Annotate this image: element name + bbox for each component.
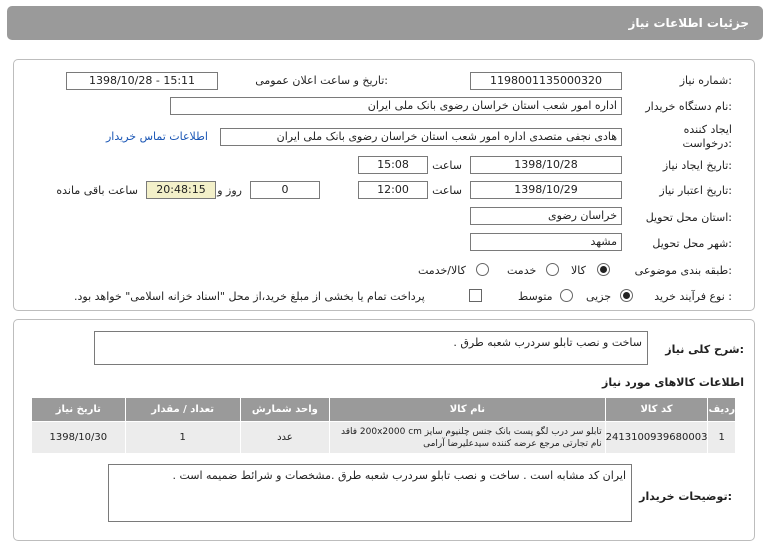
page-title: جزئیات اطلاعات نیاز xyxy=(628,16,749,30)
process-option-medium: متوسط xyxy=(518,290,553,303)
payment-checkbox[interactable] xyxy=(469,289,482,302)
summary-field: ساخت و نصب تابلو سردرب شعبه طرق . xyxy=(94,331,648,365)
category-option-service: خدمت xyxy=(507,264,537,277)
col-unit: واحد شمارش xyxy=(240,398,329,422)
cell-row: 1 xyxy=(708,422,736,454)
table-row xyxy=(32,422,736,454)
buyer-field: اداره امور شعب استان خراسان رضوی بانک ملی ایران xyxy=(170,97,622,115)
need-details-panel xyxy=(13,59,755,311)
created-time-label: ساعت xyxy=(432,159,462,172)
validity-date-field: 1398/10/29 xyxy=(470,181,622,199)
time-remaining-field: 20:48:15 xyxy=(146,181,216,199)
category-radio-goods-service[interactable] xyxy=(476,263,489,276)
summary-label: شرح کلی نیاز: xyxy=(665,343,744,356)
cell-date: 1398/10/30 xyxy=(32,422,126,454)
items-panel xyxy=(13,319,755,541)
process-label: نوع فرآیند خرید : xyxy=(654,290,732,303)
process-option-minor: جزیی xyxy=(586,290,612,303)
col-qty: تعداد / مقدار xyxy=(125,398,240,422)
cell-unit: عدد xyxy=(240,422,329,454)
items-table-header xyxy=(32,398,736,422)
items-table xyxy=(31,397,736,454)
validity-time-field: 12:00 xyxy=(358,181,428,199)
created-date-label: تاریخ ایجاد نیاز: xyxy=(662,159,732,172)
col-row: ردیف xyxy=(708,398,736,422)
city-field: مشهد xyxy=(470,233,622,251)
days-label: روز و xyxy=(217,184,242,197)
cell-code: 2413100939680003 xyxy=(605,422,708,454)
process-radio-minor[interactable] xyxy=(620,289,633,302)
province-label: استان محل تحویل: xyxy=(645,211,732,224)
created-time-field: 15:08 xyxy=(358,156,428,174)
cell-qty: 1 xyxy=(125,422,240,454)
buyer-notes-field: ایران کد مشابه است . ساخت و نصب تابلو سردرب شعبه طرق .مشخصات و شرائط ضمیمه است . xyxy=(108,464,632,522)
process-radio-medium[interactable] xyxy=(560,289,573,302)
announce-label: تاریخ و ساعت اعلان عمومی: xyxy=(255,74,388,87)
buyer-label: نام دستگاه خریدار: xyxy=(645,100,732,113)
col-name: نام کالا xyxy=(330,398,606,422)
category-radio-goods[interactable] xyxy=(597,263,610,276)
validity-time-label: ساعت xyxy=(432,184,462,197)
page-header xyxy=(7,6,763,40)
requester-label: ایجاد کننده درخواست: xyxy=(682,123,732,150)
province-field: خراسان رضوی xyxy=(470,207,622,225)
announce-field: 1398/10/28 - 15:11 xyxy=(66,72,218,90)
validity-date-label: تاریخ اعتبار نیاز: xyxy=(659,184,732,197)
col-date: تاریخ نیاز xyxy=(32,398,126,422)
category-radio-service[interactable] xyxy=(546,263,559,276)
category-option-goods-service: کالا/خدمت xyxy=(418,264,466,277)
time-remaining-label: ساعت باقی مانده xyxy=(56,184,138,197)
cell-name: تابلو سر درب لگو پست بانک جنس چلنیوم سایز 200x2000 cm فاقد نام تجارتی مرجع عرضه کننده سیدعلیرضا آرامی xyxy=(330,422,606,454)
created-date-field: 1398/10/28 xyxy=(470,156,622,174)
need-number-label: شماره نیاز: xyxy=(679,74,732,87)
buyer-notes-label: توضیحات خریدار: xyxy=(639,490,732,503)
category-label: طبقه بندی موضوعی: xyxy=(634,264,732,277)
category-option-goods: کالا xyxy=(571,264,586,277)
requester-field: هادی نجفی متصدی اداره امور شعب استان خراسان رضوی بانک ملی ایران xyxy=(220,128,622,146)
buyer-contact-link[interactable]: اطلاعات تماس خریدار xyxy=(106,130,208,143)
need-number-field: 1198001135000320 xyxy=(470,72,622,90)
col-code: کد کالا xyxy=(605,398,708,422)
payment-note: پرداخت تمام یا بخشی از مبلغ خرید،از محل "اسناد خزانه اسلامی" خواهد بود. xyxy=(74,290,425,303)
items-section-title: اطلاعات کالاهای مورد نیاز xyxy=(602,376,744,389)
city-label: شهر محل تحویل: xyxy=(652,237,732,250)
days-remaining-field: 0 xyxy=(250,181,320,199)
